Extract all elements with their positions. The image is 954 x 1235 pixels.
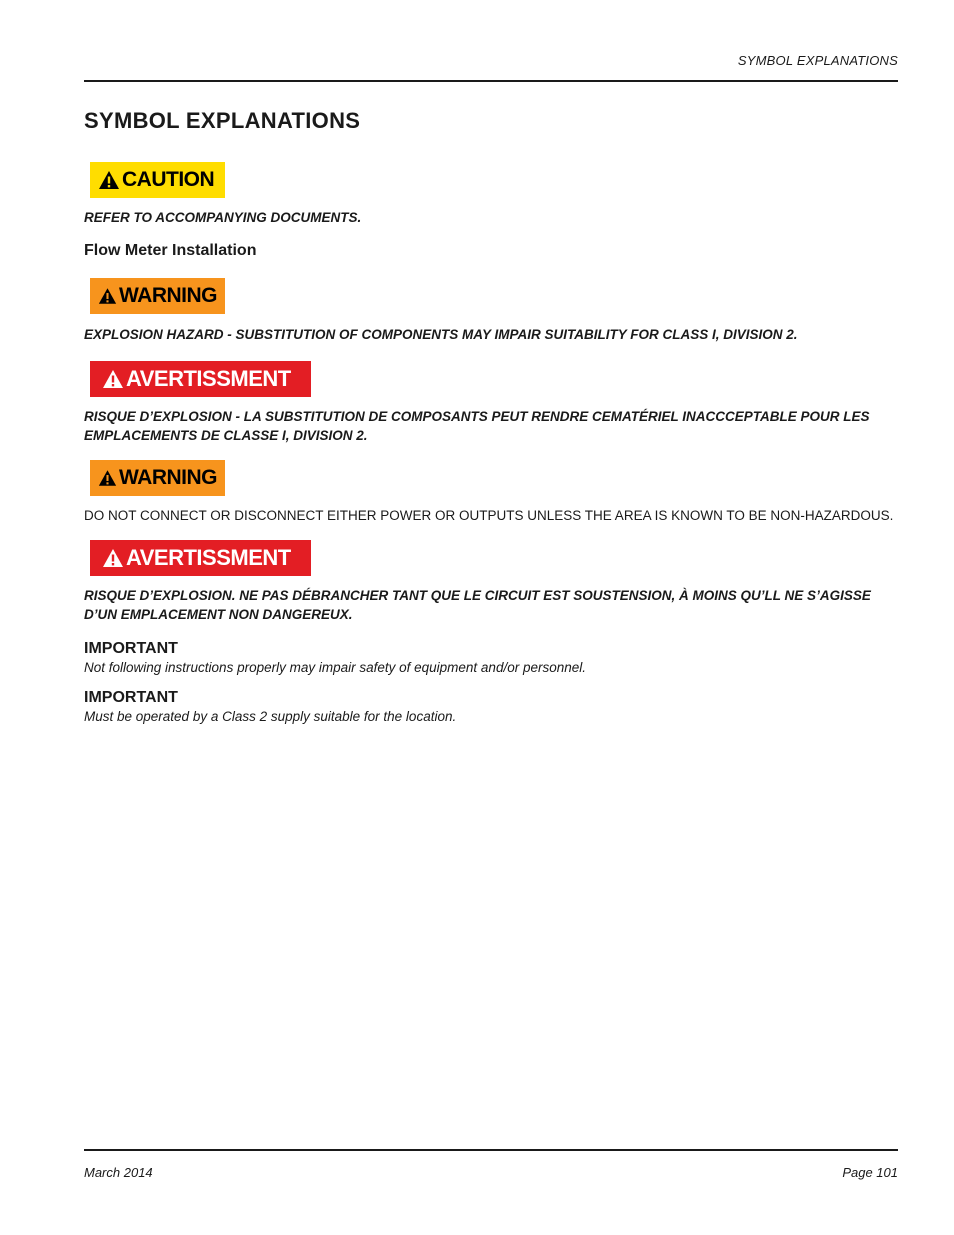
running-header: SYMBOL EXPLANATIONS: [737, 53, 898, 68]
avertissement-text: RISQUE D’EXPLOSION - LA SUBSTITUTION DE COMPOSANTS PEUT RENDRE CEMATÉRIEL INACCCEPTABLE POUR LES EMPLACEMENTS DE CLASSE I, DIVISION 2.: [84, 409, 870, 443]
warning-badge: [90, 278, 225, 314]
warning-text: EXPLOSION HAZARD - SUBSTITUTION OF COMPONENTS MAY IMPAIR SUITABILITY FOR CLASS I, DIVISION 2.: [84, 327, 798, 342]
warning-triangle-icon: [102, 369, 124, 389]
warning-triangle-icon: [102, 548, 124, 568]
avertissement-badge: [90, 361, 311, 397]
page-number: Page 101: [842, 1165, 898, 1180]
caution-label: CAUTION: [122, 168, 215, 191]
page-title: SYMBOL EXPLANATIONS: [84, 108, 361, 133]
caution-badge: [90, 162, 225, 198]
warning-triangle-icon: [98, 170, 120, 190]
warning-label: WARNING: [119, 466, 217, 489]
important-text: Must be operated by a Class 2 supply suitable for the location.: [84, 709, 457, 724]
avertissement-label: AVERTISSMENT: [126, 366, 291, 391]
warning-badge: [90, 460, 225, 496]
page-content: [84, 106, 898, 726]
warning-triangle-icon: [98, 468, 117, 488]
important-heading: IMPORTANT: [84, 640, 178, 657]
warning-text: DO NOT CONNECT OR DISCONNECT EITHER POWER OR OUTPUTS UNLESS THE AREA IS KNOWN TO BE NON-HAZARDOUS.: [84, 508, 894, 523]
avertissement-text: RISQUE D’EXPLOSION. NE PAS DÉBRANCHER TANT QUE LE CIRCUIT EST SOUSTENSION, À MOINS QU’LL NE S’AGISSE D’UN EMPLACEMENT NON DANGEREUX.: [84, 588, 871, 622]
warning-label: WARNING: [119, 284, 217, 307]
important-heading: IMPORTANT: [84, 689, 178, 706]
header-rule: [84, 80, 898, 82]
important-text: Not following instructions properly may impair safety of equipment and/or personnel.: [84, 660, 586, 675]
footer-rule: [84, 1149, 898, 1151]
avertissement-label: AVERTISSMENT: [126, 545, 291, 570]
footer-date: March 2014: [84, 1165, 153, 1180]
flow-meter-heading: Flow Meter Installation: [84, 242, 257, 259]
caution-text: REFER TO ACCOMPANYING DOCUMENTS.: [84, 210, 362, 225]
avertissement-badge: [90, 540, 311, 576]
warning-triangle-icon: [98, 286, 117, 306]
